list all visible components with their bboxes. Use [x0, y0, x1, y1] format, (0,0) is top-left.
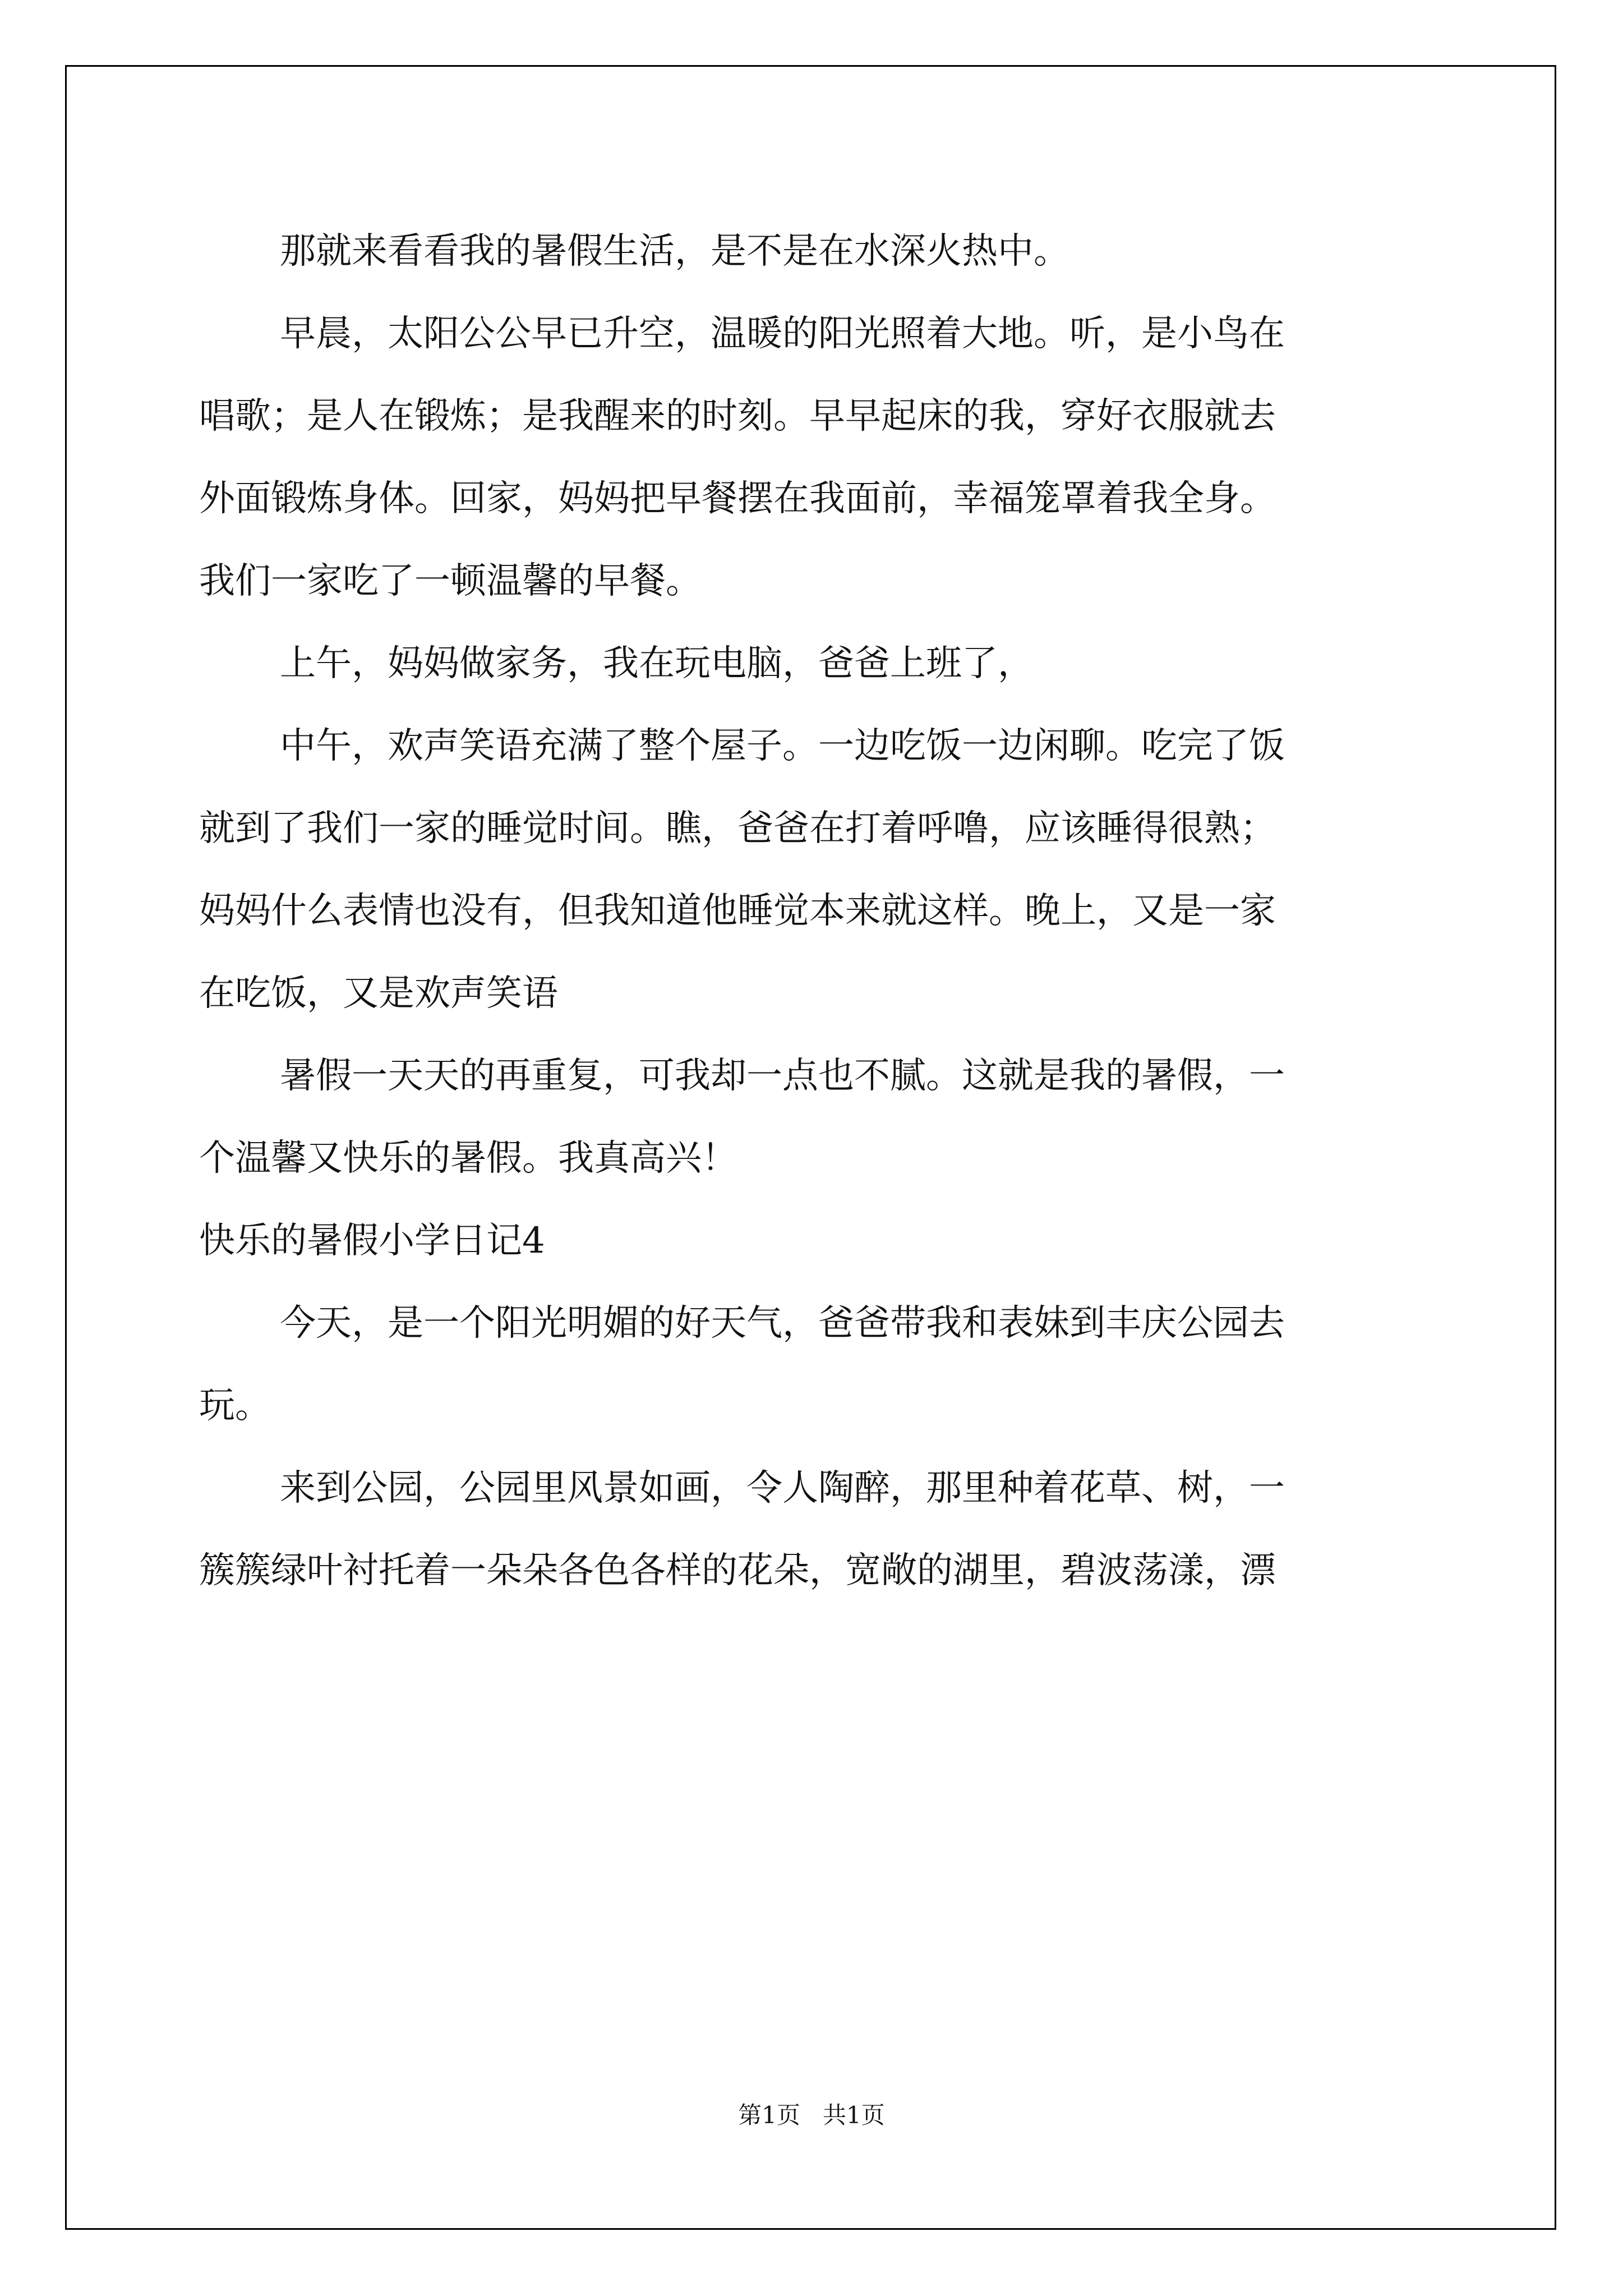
heading-text: 快乐的暑假小学日记4	[199, 1220, 545, 1262]
paragraph	[199, 293, 1433, 623]
text-line: 唱歌；是人在锻炼；是我醒来的时刻。早早起床的我，穿好衣服就去	[199, 395, 1276, 437]
page-number-total: 共1页	[823, 2101, 885, 2129]
text-line: 中午，欢声笑语充满了整个屋子。一边吃饭一边闲聊。吃完了饭	[280, 725, 1285, 767]
paragraph	[199, 1035, 1433, 1200]
document-body	[199, 210, 1433, 1612]
page-number-current: 第1页	[738, 2101, 800, 2129]
paragraph	[199, 1282, 1433, 1447]
text-line: 外面锻炼身体。回家，妈妈把早餐摆在我面前，幸福笼罩着我全身。	[199, 478, 1276, 519]
text-line: 早晨，太阳公公早已升空，温暖的阳光照着大地。听，是小鸟在	[280, 313, 1285, 355]
text-line: 就到了我们一家的睡觉时间。瞧，爸爸在打着呼噜，应该睡得很熟；	[199, 808, 1276, 849]
text-line: 那就来看看我的暑假生活，是不是在水深火热中。	[280, 231, 1069, 272]
paragraph	[199, 705, 1433, 1035]
paragraph	[199, 1447, 1433, 1612]
text-line: 我们一家吃了一顿温馨的早餐。	[199, 560, 702, 602]
paragraph	[199, 210, 1433, 293]
text-line: 妈妈什么表情也没有，但我知道他睡觉本来就这样。晚上，又是一家	[199, 890, 1276, 932]
text-line: 个温馨又快乐的暑假。我真高兴！	[199, 1138, 737, 1179]
text-line: 来到公园，公园里风景如画，令人陶醉，那里种着花草、树，一	[280, 1467, 1285, 1509]
text-line: 玩。	[199, 1385, 271, 1427]
page-footer	[0, 2097, 1623, 2131]
text-line: 暑假一天天的再重复，可我却一点也不腻。这就是我的暑假，一	[280, 1055, 1285, 1097]
section-heading	[199, 1200, 1433, 1282]
text-line: 今天，是一个阳光明媚的好天气，爸爸带我和表妹到丰庆公园去	[280, 1303, 1285, 1344]
text-line: 簇簇绿叶衬托着一朵朵各色各样的花朵，宽敞的湖里，碧波荡漾，漂	[199, 1550, 1276, 1591]
text-line: 在吃饭，又是欢声笑语	[199, 973, 558, 1014]
text-line: 上午，妈妈做家务，我在玩电脑，爸爸上班了，	[280, 643, 1034, 684]
paragraph	[199, 623, 1433, 705]
